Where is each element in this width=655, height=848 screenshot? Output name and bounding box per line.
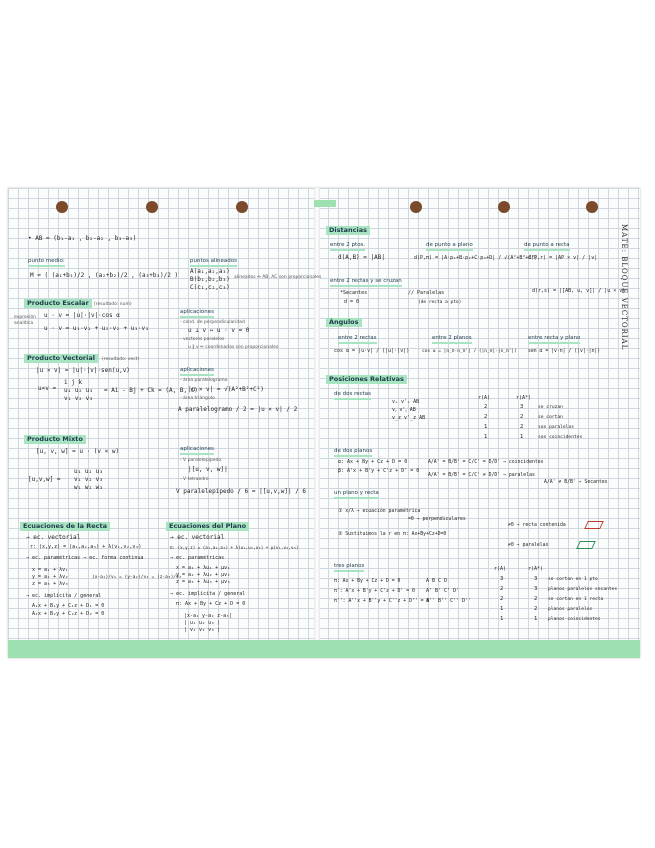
scalar-apl-2: u ⊥ v ⇔ u · v = 0 xyxy=(188,327,250,334)
pos-planos-row: A/A' = B/B' = C/C' = D/D' → coincidentes xyxy=(428,460,544,465)
pos-tres-eq: π: Ax + By + Cz + D = 0 xyxy=(334,579,401,584)
pos-rectas-mat: vₓ v'ₓ AB xyxy=(392,399,420,405)
pos-rp-row: ≠0 → recta contenida xyxy=(508,523,566,528)
vectorial-det-label: u×v = xyxy=(38,385,57,392)
pos-tres-head: r(A) xyxy=(494,566,507,572)
vectorial-apl-1: - área paralelogramo xyxy=(180,378,228,383)
vectorial-apl-2: |u × v| = √(A²+B²+C²) xyxy=(188,386,264,393)
section-distancias: Distancias xyxy=(326,226,370,235)
plano-item: → ec. implícita / general xyxy=(170,591,246,597)
vectorial-f1: |u × v| = |u|·|v|·sen(u,v) xyxy=(36,367,130,374)
mixto-det-1: u₁ u₂ u₃ xyxy=(74,468,103,475)
scalar-apl-4: u ∥ v ⇔ coordenadas son proporcionales xyxy=(188,345,279,350)
midpoint-formula: M = ( (a₁+b₁)/2 , (a₂+b₂)/2 , (a₃+b₃)/2 ) xyxy=(30,272,179,279)
binder-hole xyxy=(498,201,510,213)
vectorial-apl-title: aplicaciones xyxy=(180,367,214,376)
vectorial-det-3: v₁ v₂ v₃ xyxy=(64,395,93,402)
plano-item: π: Ax + By + Cz + D = 0 xyxy=(176,601,246,607)
recta-item: → ec. vectorial xyxy=(26,534,81,541)
section-mixto: Producto Mixto xyxy=(24,435,86,444)
position-result: planos paralelos secantes xyxy=(548,587,618,592)
mixto-det-2: v₁ v₂ v₃ xyxy=(74,476,103,483)
dist-l3: de punto a recta xyxy=(524,242,570,251)
recta-item: A₂x + B₂y + C₂z + D₂ = 0 xyxy=(32,611,105,617)
pos-rectas-label: de dos rectas xyxy=(334,391,371,400)
dist-f2: d(P,π) = |A·p₁+B·p₂+C·p₃+D| / √(A²+B²+C²) xyxy=(414,255,538,261)
position-result: se cruzan xyxy=(538,405,563,410)
binder-hole xyxy=(586,201,598,213)
plano-item: π: (x,y,z) = (a₁,a₂,a₃) + λ(u₁,u₂,u₃) + μ(v₁,v₂,v₃) xyxy=(170,545,299,550)
position-result: son paralelas xyxy=(538,425,574,430)
rank-value: 1 xyxy=(534,616,538,622)
rank-value: 3 xyxy=(500,576,504,582)
side-title: MATE: BLOQUE VECTORIAL xyxy=(620,224,628,351)
scalar-f1: u · v = |u|·|v|·cos α xyxy=(44,312,120,319)
plano-item: z = a₃ + λu₃ + μv₃ xyxy=(176,579,231,585)
recta-item: → ec. implícita / general xyxy=(26,593,102,599)
recta-item: A₁x + B₁y + C₁z + D₁ = 0 xyxy=(32,603,105,609)
vectorial-det-2: u₁ u₂ u₃ xyxy=(64,387,93,394)
ang-f2: cos α = |n_π·n_π'| / (|n_π|·|n_π'|) xyxy=(422,349,517,354)
position-result: se cortan en 1 pto xyxy=(548,577,598,582)
pos-planos-eq: β: A'x + B'y + C'z + D' = 0 xyxy=(338,468,420,474)
pos-planos-row: A/A' ≠ B/B' → Secantes xyxy=(544,480,608,485)
rank-value: 2 xyxy=(484,414,488,420)
aligned-note: alineados ⇔ AB, AC son proporcionales xyxy=(234,275,322,280)
pos-rectas-head: r(A*) xyxy=(516,395,532,401)
section-vectorial: Producto Vectorial xyxy=(24,354,98,363)
pos-tres-head: r(A*) xyxy=(528,566,544,572)
mixto-apl-3: - V tetraedro xyxy=(180,477,209,482)
rank-value: 1 xyxy=(520,434,524,440)
position-result: planos coincidentes xyxy=(548,617,601,622)
rank-value: 2 xyxy=(484,404,488,410)
rank-value: 2 xyxy=(500,596,504,602)
mixto-apl-title: aplicaciones xyxy=(180,446,214,455)
pos-rectas-head: r(A) xyxy=(478,395,491,401)
scalar-apl-title: aplicaciones xyxy=(180,309,214,318)
page-tab xyxy=(314,200,336,207)
mixto-apl-2: |[u, v, w]| xyxy=(188,466,228,473)
plano-item: |x-a₁ y-a₂ z-a₃| xyxy=(184,613,233,619)
recta-item: z = a₃ + λv₃ xyxy=(32,581,69,587)
mixto-f1: [u, v, w] = u · (v × w) xyxy=(36,448,120,455)
pos-tres-eq: π'': A''x + B''y + C''z + D'' = 0 xyxy=(334,599,430,604)
mixto-apl-1: - V paralelepípedo xyxy=(180,458,222,463)
rank-value: 2 xyxy=(534,596,538,602)
pos-rp-row: =0 → perpendiculares xyxy=(408,517,466,522)
rank-value: 1 xyxy=(484,434,488,440)
binder-hole xyxy=(410,201,422,213)
vectorial-apl-4: A paralelogramo / 2 = |u × v| / 2 xyxy=(178,406,298,413)
notebook-spread xyxy=(8,188,640,658)
recta-item: x = a₁ + λv₁ xyxy=(32,567,69,573)
ang-f1: cos α = |u·v| / (|u|·|v|) xyxy=(334,348,410,354)
recta-item: r: (x,y,z) = (a₁,a₂,a₃) + λ(v₁,v₂,v₃) xyxy=(30,544,142,550)
rank-value: 1 xyxy=(500,606,504,612)
ab-vector: • AB = (b₁-a₁ , b₂-a₂ , b₃-a₃) xyxy=(28,235,137,242)
vectorial-det-1: i j k xyxy=(64,379,83,386)
pos-rp-row: ≠0 → paralelas xyxy=(508,543,549,548)
scalar-apl-1: - cond. de perpendicularidad xyxy=(180,320,245,325)
pos-planos-eq: α: Ax + By + Cz + D = 0 xyxy=(338,459,408,465)
pos-rectas-mat: v_z v'_z AB xyxy=(392,415,426,421)
midpoint-label: punto medio: xyxy=(28,258,65,267)
dist-f1: d(A,B) = |AB| xyxy=(338,254,385,261)
scalar-side-2: analítica xyxy=(14,321,34,326)
scalar-side-1: expresión xyxy=(14,315,36,320)
rank-value: 1 xyxy=(500,616,504,622)
position-result: se cortan xyxy=(538,415,563,420)
mixto-det-label: [u,v,w] = xyxy=(28,476,61,483)
scalar-f2: u · v = u₁·v₁ + u₂·v₂ + u₃·v₃ xyxy=(44,325,149,332)
rank-value: 2 xyxy=(520,424,524,430)
position-result: planos paralelos xyxy=(548,607,593,612)
scalar-tag: (resultado: num) xyxy=(94,302,132,307)
ang-l2: entre 2 planos xyxy=(432,335,472,344)
section-angulos: Ángulos xyxy=(326,318,362,327)
dist-l1: entre 2 ptos. xyxy=(330,242,365,251)
plano-item: | v₁ v₂ v₃ | xyxy=(184,627,221,633)
vectorial-tag: (resultado: vect) xyxy=(102,357,140,362)
dist-f4a: *Secantes xyxy=(340,290,368,296)
plano-item: y = a₂ + λu₂ + μv₂ xyxy=(176,572,231,578)
position-result: son coincidentes xyxy=(538,435,583,440)
section-recta: Ecuaciones de la Recta xyxy=(20,522,110,531)
section-posiciones: Posiciones Relativas xyxy=(326,375,407,384)
section-scalar: Producto Escalar xyxy=(24,299,92,308)
pos-tres-mat: A B C D xyxy=(426,578,448,584)
rank-value: 1 xyxy=(484,424,488,430)
recta-item: y = a₂ + λv₂ xyxy=(32,574,69,580)
plano-item: → ec. paramétricas xyxy=(170,555,225,561)
plano-item: → ec. vectorial xyxy=(170,534,225,541)
pos-planos-label: de dos planos xyxy=(334,448,372,457)
position-result: se cortan en 1 recta xyxy=(548,597,604,602)
pos-planos-row: A/A' = B/B' = C/C' ≠ D/D' → paralelas xyxy=(428,473,535,478)
pos-rp-row: ① x/λ → ecuación paramétrica xyxy=(338,509,421,514)
ang-l3: entre recta y plano xyxy=(528,335,580,344)
pos-tres-mat: A'' B'' C'' D'' xyxy=(426,598,472,604)
rank-value: 3 xyxy=(534,576,538,582)
notebook-bottom-band xyxy=(8,640,640,658)
plano-item: | u₁ u₂ u₃ | xyxy=(184,620,221,626)
rank-value: 2 xyxy=(534,606,538,612)
pos-rp-label: un plano y recta xyxy=(334,490,379,499)
dist-f4c: // Paralelas xyxy=(408,290,445,296)
rank-value: 3 xyxy=(520,404,524,410)
aligned-label: puntos alineados xyxy=(190,258,237,267)
dist-f4b: d = 0 xyxy=(344,299,360,305)
pos-rp-row: ② Sustituimos la r en π: Ax+By+Cz+D=0 xyxy=(338,532,447,537)
binder-hole xyxy=(236,201,248,213)
section-plano: Ecuaciones del Plano xyxy=(166,522,249,531)
rank-value: 3 xyxy=(534,586,538,592)
ang-f3: sen α = |v·n| / (|v|·|n|) xyxy=(528,349,601,354)
aligned-b: B(b₁,b₂,b₃) xyxy=(190,276,230,283)
binder-hole xyxy=(146,201,158,213)
recta-item: → ec. paramétricas → ec. forma continua xyxy=(26,555,144,561)
recta-item: (x-a₁)/v₁ = (y-a₂)/v₂ = (z-a₃)/v₃ xyxy=(92,575,182,580)
vectorial-apl-3: - área triángulo xyxy=(180,396,215,401)
rank-value: 2 xyxy=(500,586,504,592)
mixto-apl-4: V paralelepípedo / 6 = |[u,v,w]| / 6 xyxy=(176,488,307,495)
dist-l4: entre 2 rectas y se cruzan xyxy=(330,278,402,287)
aligned-a: A(a₁,a₂,a₃) xyxy=(190,268,230,275)
scalar-apl-3: - vectores paralelos xyxy=(180,337,225,342)
aligned-c: C(c₁,c₂,c₃) xyxy=(190,284,230,291)
rank-value: 2 xyxy=(520,414,524,420)
ang-l1: entre 2 rectas xyxy=(338,335,377,344)
pos-tres-label: tres planos xyxy=(334,563,364,572)
dist-f4d: (de recta a pto) xyxy=(418,300,462,305)
plano-item: x = a₁ + λu₁ + μv₁ xyxy=(176,565,231,571)
binder-hole xyxy=(56,201,68,213)
pos-tres-eq: π': A'x + B'y + C'z + D' = 0 xyxy=(334,589,415,594)
dist-l2: de punto a plano xyxy=(426,242,473,251)
vectorial-res: = Ai - Bj + Ck = (A, B, C) xyxy=(104,387,198,394)
dist-f4e: d(r,s) = |[AB, u, v]| / |u × v| xyxy=(532,288,626,294)
pos-tres-mat: A' B' C' D' xyxy=(426,588,460,594)
dist-f3: d(P,r) = |AP × v| / |v| xyxy=(528,255,598,261)
pos-rectas-mat: vᵧ v'ᵧ AB xyxy=(392,407,416,413)
page-fold xyxy=(314,188,320,658)
mixto-det-3: w₁ w₂ w₃ xyxy=(74,484,103,491)
